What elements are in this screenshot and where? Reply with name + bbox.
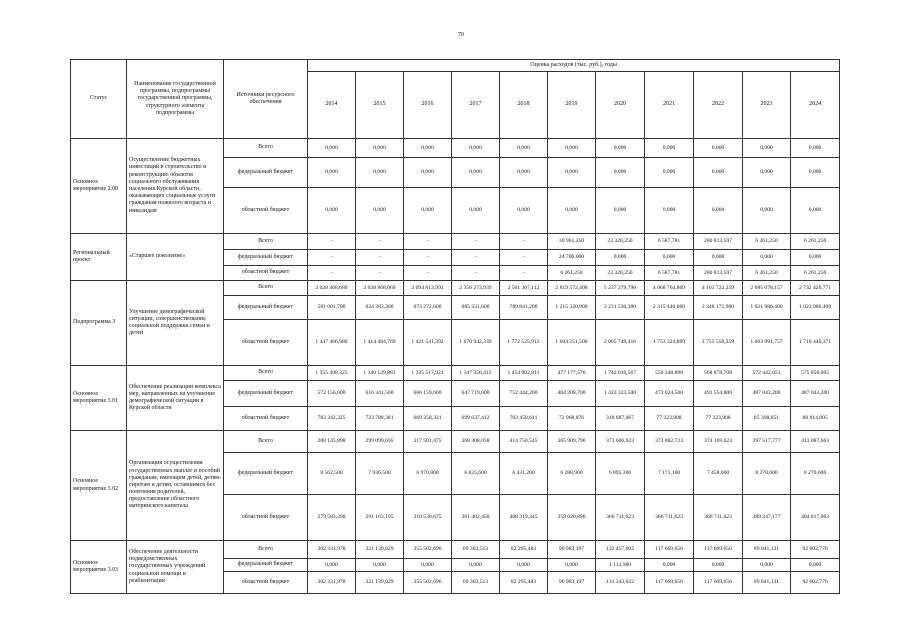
value-cell: 1 454 902,811 (500, 366, 548, 381)
value-cell: 117 669,656 (694, 572, 743, 594)
value-cell: 90 983,197 (548, 572, 596, 594)
value-cell: 550 348,898 (645, 366, 694, 381)
budget-table (70, 59, 840, 594)
value-cell: 318 687,067 (596, 407, 645, 431)
value-cell: 8 270,600 (743, 453, 791, 495)
row-source: областной бюджет (224, 188, 308, 234)
value-cell: 2 005 749,416 (596, 320, 645, 366)
value-cell: 69 303,513 (452, 541, 500, 559)
value-cell: 366 711,623 (645, 495, 694, 541)
value-cell: 673 272,600 (404, 296, 452, 320)
value-cell: 2 732 426,771 (791, 281, 840, 296)
value-cell: 0,000 (596, 158, 645, 188)
value-cell: 624 383,300 (356, 296, 404, 320)
value-cell: 0,000 (548, 559, 596, 572)
value-cell: 82 295,483 (500, 572, 548, 594)
header-year: 2022 (694, 72, 743, 139)
row-name: Организация осуществления государственных выплат и пособий гражданам, имеющим детей, детям-сиротам и детям, оставшимся без попечения родителей, предоставление областного материнского капитала (127, 431, 224, 541)
header-status: Статус (71, 60, 127, 139)
value-cell: 2 348 171,900 (694, 296, 743, 320)
value-cell: 0,000 (356, 559, 404, 572)
value-cell: 280 813,597 (694, 266, 743, 281)
value-cell: - (452, 250, 500, 266)
value-cell: 1 663 091,757 (743, 320, 791, 366)
value-cell: 7 458,000 (694, 453, 743, 495)
value-cell: 302 331,978 (308, 572, 356, 594)
value-cell: 2 094 813,992 (404, 281, 452, 296)
value-cell: 355 502,696 (404, 541, 452, 559)
row-status: Основное мероприятие 3.03 (71, 541, 127, 594)
row-status: Основное мероприятие 2.08 (71, 139, 127, 234)
value-cell: 6 261,250 (548, 266, 596, 281)
header-year: 2018 (500, 72, 548, 139)
value-cell: 2 028 468,680 (308, 281, 356, 296)
value-cell: 0,000 (743, 559, 791, 572)
value-cell: 568 878,708 (694, 366, 743, 381)
value-cell: 575 858,005 (791, 366, 840, 381)
row-status: Подпрограмма 3 (71, 281, 127, 366)
value-cell: 389 247,177 (743, 495, 791, 541)
value-cell: 1 340 129,881 (356, 366, 404, 381)
value-cell: 487 043,200 (791, 381, 840, 407)
value-cell: 8 270,600 (791, 453, 840, 495)
value-cell: 0,000 (743, 139, 791, 158)
value-cell: 0,000 (743, 250, 791, 266)
row-source: федеральный бюджет (224, 250, 308, 266)
value-cell: 1 755 550,359 (694, 320, 743, 366)
value-cell: 702 458,611 (500, 407, 548, 431)
value-cell: - (356, 266, 404, 281)
value-cell: 0,000 (694, 559, 743, 572)
row-source: Всего (224, 541, 308, 559)
value-cell: 0,000 (694, 250, 743, 266)
value-cell: 647 719,000 (452, 381, 500, 407)
value-cell: 666 159,600 (404, 381, 452, 407)
value-cell: 6 261,250 (743, 234, 791, 250)
value-cell: 1 347 356,412 (452, 366, 500, 381)
value-cell: 0,000 (404, 559, 452, 572)
header-year: 2020 (596, 72, 645, 139)
value-cell: 0,000 (404, 188, 452, 234)
value-cell: 789 841,200 (500, 296, 548, 320)
value-cell: 1 753 324,869 (645, 320, 694, 366)
value-cell: 85 398,851 (743, 407, 791, 431)
header-source: Источники ресурсного обеспечения (224, 60, 308, 139)
header-year: 2019 (548, 72, 596, 139)
value-cell: 699 637,412 (452, 407, 500, 431)
row-source: Всего (224, 431, 308, 453)
value-cell: - (500, 234, 548, 250)
value-cell: 365 909,796 (548, 431, 596, 453)
table-row (71, 431, 840, 453)
value-cell: 408 319,345 (500, 495, 548, 541)
value-cell: 6 261,250 (791, 234, 840, 250)
value-cell: 473 024,500 (645, 381, 694, 407)
value-cell: 0,000 (308, 139, 356, 158)
value-cell: 0,000 (452, 139, 500, 158)
value-cell: 1 421 541,392 (404, 320, 452, 366)
header-row-top (71, 60, 840, 72)
value-cell: 6 288,900 (548, 453, 596, 495)
value-cell: 0,000 (694, 139, 743, 158)
value-cell: 0,000 (596, 250, 645, 266)
value-cell: 6 587,781 (645, 266, 694, 281)
value-cell: 7 936,500 (356, 453, 404, 495)
value-cell: 616 341,500 (356, 381, 404, 407)
value-cell: 368 308,058 (452, 431, 500, 453)
value-cell: 0,000 (308, 158, 356, 188)
value-cell: 0,000 (694, 158, 743, 188)
value-cell: 1 447 466,980 (308, 320, 356, 366)
value-cell: 6 431,200 (500, 453, 548, 495)
value-cell: 92 602,776 (791, 572, 840, 594)
value-cell: 117 669,656 (694, 541, 743, 559)
value-cell: 4 103 722,259 (694, 281, 743, 296)
value-cell: 0,000 (791, 188, 840, 234)
value-cell: 5 237 279,796 (596, 281, 645, 296)
value-cell: 414 750,545 (500, 431, 548, 453)
value-cell: 299 099,695 (356, 431, 404, 453)
value-cell: 1 414 484,769 (356, 320, 404, 366)
value-cell: 0,000 (645, 188, 694, 234)
value-cell: 0,000 (308, 559, 356, 572)
value-cell: - (308, 266, 356, 281)
row-name: Осуществление бюджетных инвестиций в строительство и реконструкцию объектов социального обслуживания населения Курской области, оказывающих социальные услуги гражданам пожилого возраста и инвалидам (127, 139, 224, 234)
value-cell: 77 323,908 (694, 407, 743, 431)
row-source: областной бюджет (224, 572, 308, 594)
value-cell: 82 295,483 (500, 541, 548, 559)
value-cell: 310 530,675 (404, 495, 452, 541)
value-cell: 0,000 (645, 559, 694, 572)
value-cell: 69 303,513 (452, 572, 500, 594)
value-cell: 1 742 010,567 (596, 366, 645, 381)
row-source: областной бюджет (224, 495, 308, 541)
value-cell: 397 517,777 (743, 431, 791, 453)
value-cell: 0,000 (404, 158, 452, 188)
value-cell: 321 139,029 (356, 572, 404, 594)
value-cell: - (356, 250, 404, 266)
value-cell: 0,000 (356, 158, 404, 188)
header-year: 2016 (404, 72, 452, 139)
row-status: Региональный проект (71, 234, 127, 281)
value-cell: - (500, 250, 548, 266)
table-row (71, 366, 840, 381)
value-cell: 0,000 (356, 139, 404, 158)
header-year: 2017 (452, 72, 500, 139)
row-status: Основное мероприятие 3.02 (71, 431, 127, 541)
value-cell: 0,000 (308, 188, 356, 234)
value-cell: 404 208,700 (548, 381, 596, 407)
value-cell: - (452, 266, 500, 281)
value-cell: 0,000 (452, 158, 500, 188)
row-status: Основное мероприятие 3.01 (71, 366, 127, 431)
value-cell: 7 171,100 (645, 453, 694, 495)
value-cell: 6 970,800 (404, 453, 452, 495)
row-source: Всего (224, 366, 308, 381)
header-name: Наименование государственной программы, подпрограммы государственной программы, структурного элемента подпрограммы (127, 60, 224, 139)
value-cell: 361 482,458 (452, 495, 500, 541)
value-cell: 90 983,197 (548, 541, 596, 559)
value-cell: 88 814,805 (791, 407, 840, 431)
value-cell: 669 358,321 (404, 407, 452, 431)
value-cell: 581 001,700 (308, 296, 356, 320)
value-cell: 0,000 (548, 158, 596, 188)
value-cell: 6 587,781 (645, 234, 694, 250)
row-source: федеральный бюджет (224, 296, 308, 320)
value-cell: 6 261,250 (743, 266, 791, 281)
value-cell: 752 444,200 (500, 381, 548, 407)
value-cell: 374 169,623 (694, 431, 743, 453)
value-cell: 6 895,300 (596, 453, 645, 495)
value-cell: 92 602,776 (791, 541, 840, 559)
value-cell: 1 670 942,339 (452, 320, 500, 366)
row-source: Всего (224, 234, 308, 250)
value-cell: 280 813,597 (694, 234, 743, 250)
value-cell: 0,000 (596, 139, 645, 158)
value-cell: 279 583,398 (308, 495, 356, 541)
row-source: федеральный бюджет (224, 381, 308, 407)
value-cell: 685 331,600 (452, 296, 500, 320)
header-estimate: Оценка расходов (тыс. руб.), годы (308, 60, 840, 72)
value-cell: 1 355 498,325 (308, 366, 356, 381)
table-row (71, 541, 840, 559)
value-cell: 0,000 (452, 559, 500, 572)
table-row (71, 139, 840, 158)
value-cell: 288 145,898 (308, 431, 356, 453)
value-cell: 0,000 (500, 188, 548, 234)
value-cell: 0,000 (404, 139, 452, 158)
value-cell: 0,000 (743, 158, 791, 188)
value-cell: 2 685 078,157 (743, 281, 791, 296)
value-cell: 0,000 (694, 188, 743, 234)
value-cell: 117 669,656 (645, 572, 694, 594)
value-cell: 2 819 572,408 (548, 281, 596, 296)
page-number: 70 (458, 32, 464, 38)
value-cell: 723 788,381 (356, 407, 404, 431)
row-name: Обеспечение деятельности подведомственных государственных учреждений социальной помощи и реабилитации (127, 541, 224, 594)
row-source: Всего (224, 139, 308, 158)
value-cell: 1 021 986,400 (743, 296, 791, 320)
value-cell: 373 606,923 (596, 431, 645, 453)
value-cell: 0,000 (500, 559, 548, 572)
table-row (71, 234, 840, 250)
value-cell: 131 343,022 (596, 572, 645, 594)
value-cell: 317 501,475 (404, 431, 452, 453)
header-year: 2023 (743, 72, 791, 139)
value-cell: 572 442,051 (743, 366, 791, 381)
value-cell: 2 315 440,000 (645, 296, 694, 320)
header-year: 2015 (356, 72, 404, 139)
value-cell: 355 502,696 (404, 572, 452, 594)
value-cell: - (452, 234, 500, 250)
value-cell: 366 711,623 (596, 495, 645, 541)
value-cell: 1 604 251,508 (548, 320, 596, 366)
row-name: Улучшение демографической ситуации, совершенствование социальной поддержки семьи и детей (127, 281, 224, 366)
value-cell: 491 554,800 (694, 381, 743, 407)
value-cell: 373 882,723 (645, 431, 694, 453)
value-cell: 8 562,500 (308, 453, 356, 495)
value-cell: 72 968,876 (548, 407, 596, 431)
value-cell: 4 068 764,869 (645, 281, 694, 296)
value-cell: 132 457,002 (596, 541, 645, 559)
row-source: федеральный бюджет (224, 559, 308, 572)
value-cell: 2 038 868,069 (356, 281, 404, 296)
value-cell: - (500, 266, 548, 281)
row-source: Всего (224, 281, 308, 296)
header-year: 2014 (308, 72, 356, 139)
value-cell: 0,000 (645, 139, 694, 158)
row-name: Обеспечение реализации комплекса мер, направленных на улучшение демографической ситуации в Курской области (127, 366, 224, 431)
value-cell: 89 041,131 (743, 541, 791, 559)
value-cell: 1 113,980 (596, 559, 645, 572)
table-row (71, 281, 840, 296)
value-cell: 24 700,000 (548, 250, 596, 266)
value-cell: - (404, 234, 452, 250)
value-cell: 23 328,250 (596, 234, 645, 250)
value-cell: 0,000 (743, 188, 791, 234)
value-cell: 6 825,600 (452, 453, 500, 495)
header-year: 2021 (645, 72, 694, 139)
value-cell: 77 323,908 (645, 407, 694, 431)
value-cell: - (404, 266, 452, 281)
row-source: областной бюджет (224, 266, 308, 281)
value-cell: 477 177,576 (548, 366, 596, 381)
value-cell: 0,000 (596, 188, 645, 234)
header-year: 2024 (791, 72, 840, 139)
value-cell: 23 328,250 (596, 266, 645, 281)
value-cell: 1 021 986,400 (791, 296, 840, 320)
value-cell: 0,000 (791, 250, 840, 266)
value-cell: 0,000 (791, 559, 840, 572)
value-cell: 0,000 (452, 188, 500, 234)
value-cell: - (308, 250, 356, 266)
value-cell: 321 139,029 (356, 541, 404, 559)
value-cell: 2 561 367,112 (500, 281, 548, 296)
value-cell: 366 711,623 (694, 495, 743, 541)
value-cell: 1 335 517,921 (404, 366, 452, 381)
value-cell: 404 817,063 (791, 495, 840, 541)
row-source: федеральный бюджет (224, 158, 308, 188)
value-cell: 30 961,250 (548, 234, 596, 250)
value-cell: 0,000 (500, 139, 548, 158)
value-cell: 2 356 273,939 (452, 281, 500, 296)
value-cell: 1 772 525,912 (500, 320, 548, 366)
row-name: «Старшее поколение» (127, 234, 224, 281)
row-source: областной бюджет (224, 407, 308, 431)
value-cell: 1 215 320,900 (548, 296, 596, 320)
value-cell: 0,000 (548, 139, 596, 158)
value-cell: 0,000 (645, 158, 694, 188)
value-cell: - (404, 250, 452, 266)
value-cell: 117 669,656 (645, 541, 694, 559)
value-cell: 572 156,000 (308, 381, 356, 407)
value-cell: 0,000 (356, 188, 404, 234)
value-cell: 783 342,325 (308, 407, 356, 431)
value-cell: 1 423 323,500 (596, 381, 645, 407)
value-cell: 3 231 530,380 (596, 296, 645, 320)
value-cell: 302 331,978 (308, 541, 356, 559)
value-cell: - (356, 234, 404, 250)
value-cell: 6 261,250 (791, 266, 840, 281)
value-cell: 359 620,896 (548, 495, 596, 541)
value-cell: 0,000 (645, 250, 694, 266)
row-source: областной бюджет (224, 320, 308, 366)
value-cell: 0,000 (791, 158, 840, 188)
value-cell: 487 043,200 (743, 381, 791, 407)
value-cell: 413 087,663 (791, 431, 840, 453)
value-cell: 0,000 (548, 188, 596, 234)
row-source: федеральный бюджет (224, 453, 308, 495)
value-cell: 0,000 (500, 158, 548, 188)
value-cell: 0,000 (791, 139, 840, 158)
value-cell: - (308, 234, 356, 250)
value-cell: 1 710 440,371 (791, 320, 840, 366)
value-cell: 291 163,195 (356, 495, 404, 541)
value-cell: 89 041,131 (743, 572, 791, 594)
